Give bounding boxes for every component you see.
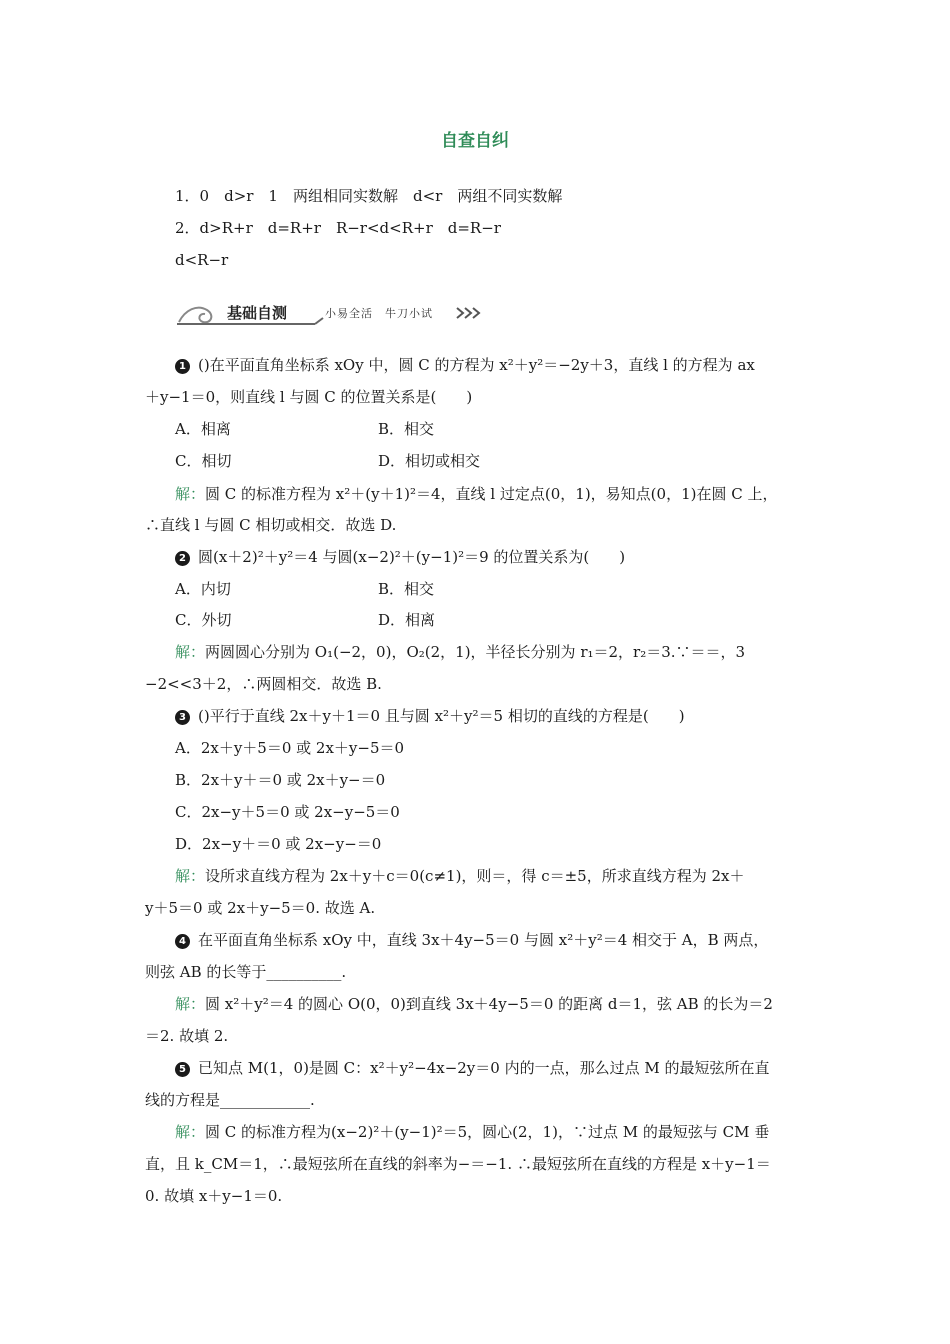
option-c: C．外切 — [175, 611, 232, 629]
question-number-3-icon: 3 — [175, 710, 190, 725]
solution-label: 解： — [175, 995, 206, 1013]
option-d: D．相切或相交 — [378, 452, 481, 470]
question-4-line-1 — [175, 929, 855, 951]
solution-5-line-1 — [175, 1121, 855, 1143]
question-5-line-1 — [175, 1057, 855, 1079]
question-1-text: ()在平面直角坐标系 xOy 中，圆 C 的方程为 x²＋y²＝−2y＋3，直线 l 的方程为 ax — [198, 356, 755, 374]
option-b: B．相交 — [378, 580, 435, 598]
option-a: A．内切 — [175, 580, 231, 598]
solution-1-text: 圆 C 的标准方程为 x²＋(y＋1)²＝4，直线 l 过定点(0，1)，易知点(0，1)在圆 C 上， — [205, 485, 778, 503]
option-d: D．相离 — [378, 611, 436, 629]
question-2-options-cd — [175, 609, 855, 631]
option-a: A．相离 — [175, 420, 231, 438]
question-1-line-2: ＋y−1＝0，则直线 l 与圆 C 的位置关系是( ) — [145, 388, 473, 406]
option-d: D．2x−y＋＝0 或 2x−y−＝0 — [175, 835, 382, 853]
question-5-line-2: 线的方程是____________. — [145, 1091, 315, 1109]
solution-label: 解： — [175, 643, 206, 661]
solution-4-text: 圆 x²＋y²＝4 的圆心 O(0，0)到直线 3x＋4y−5＝0 的距离 d＝1，弦 AB 的长为＝2 — [205, 995, 773, 1013]
question-1-line-1 — [175, 354, 855, 376]
question-1-options-cd — [175, 450, 855, 472]
question-2-line-1 — [175, 546, 855, 568]
question-4-line-2: 则弦 AB 的长等于__________. — [145, 963, 347, 981]
question-number-4-icon: 4 — [175, 934, 190, 949]
question-number-1-icon: 1 — [175, 359, 190, 374]
banner-title: 基础自测 — [227, 304, 288, 322]
solution-1-line-2: ∴直线 l 与圆 C 相切或相交．故选 D. — [145, 516, 397, 534]
question-number-5-icon: 5 — [175, 1062, 190, 1077]
question-2-text: 圆(x＋2)²＋y²＝4 与圆(x−2)²＋(y−1)²＝9 的位置关系为( ) — [198, 548, 626, 566]
question-3-text: ()平行于直线 2x＋y＋1＝0 且与圆 x²＋y²＝5 相切的直线的方程是( ) — [198, 707, 685, 725]
solution-2-text: 两圆圆心分别为 O₁(−2，0)，O₂(2，1)，半径长分别为 r₁＝2，r₂＝3.∵＝＝，3 — [205, 643, 746, 661]
solution-2-line-2: −2<<3＋2，∴两圆相交．故选 B. — [145, 675, 382, 693]
option-b: B．2x＋y＋＝0 或 2x＋y−＝0 — [175, 771, 386, 789]
solution-5-line-2: 直，且 k_CM＝1，∴最短弦所在直线的斜率为−＝−1. ∴最短弦所在直线的方程是 x＋y−1＝ — [145, 1155, 771, 1173]
section-banner — [175, 300, 505, 326]
option-c: C．2x−y＋5＝0 或 2x−y−5＝0 — [175, 803, 400, 821]
question-4-text: 在平面直角坐标系 xOy 中，直线 3x＋4y−5＝0 与圆 x²＋y²＝4 相交于 A，B 两点， — [198, 931, 769, 949]
question-5-text: 已知点 M(1，0)是圆 C：x²＋y²−4x−2y＝0 内的一点，那么过点 M 的最短弦所在直 — [198, 1059, 770, 1077]
solution-3-line-2: y＋5＝0 或 2x＋y−5＝0. 故选 A. — [145, 899, 376, 917]
solution-5-text: 圆 C 的标准方程为(x−2)²＋(y−1)²＝5，圆心(2，1)，∵过点 M 的最短弦与 CM 垂 — [205, 1123, 770, 1141]
option-a: A．2x＋y＋5＝0 或 2x＋y−5＝0 — [175, 739, 405, 757]
solution-1-line-1 — [175, 483, 855, 505]
section-title: 自查自纠 — [441, 131, 509, 151]
solution-3-line-1 — [175, 865, 855, 887]
question-1-options-ab — [175, 418, 855, 440]
solution-label: 解： — [175, 1123, 206, 1141]
answer-line-2: 2．d>R+r d=R+r R−r<d<R+r d=R−r — [175, 219, 501, 237]
solution-label: 解： — [175, 485, 206, 503]
answer-line-1: 1．0 d>r 1 两组相同实数解 d<r 两组不同实数解 — [175, 187, 563, 205]
banner-subtitle: 小易全活 牛刀小试 — [325, 307, 433, 320]
solution-2-line-1 — [175, 641, 855, 663]
option-c: C．相切 — [175, 452, 232, 470]
question-number-2-icon: 2 — [175, 551, 190, 566]
option-b: B．相交 — [378, 420, 435, 438]
solution-4-line-2: ＝2. 故填 2. — [145, 1027, 229, 1045]
solution-5-line-3: 0. 故填 x＋y−1＝0. — [145, 1187, 283, 1205]
answer-line-3: d<R−r — [175, 251, 229, 269]
solution-label: 解： — [175, 867, 206, 885]
question-2-options-ab — [175, 578, 855, 600]
solution-3-text: 设所求直线方程为 2x＋y＋c＝0(c≠1)，则＝，得 c＝±5，所求直线方程为 2x＋ — [205, 867, 745, 885]
question-3-line-1 — [175, 705, 855, 727]
solution-4-line-1 — [175, 993, 855, 1015]
